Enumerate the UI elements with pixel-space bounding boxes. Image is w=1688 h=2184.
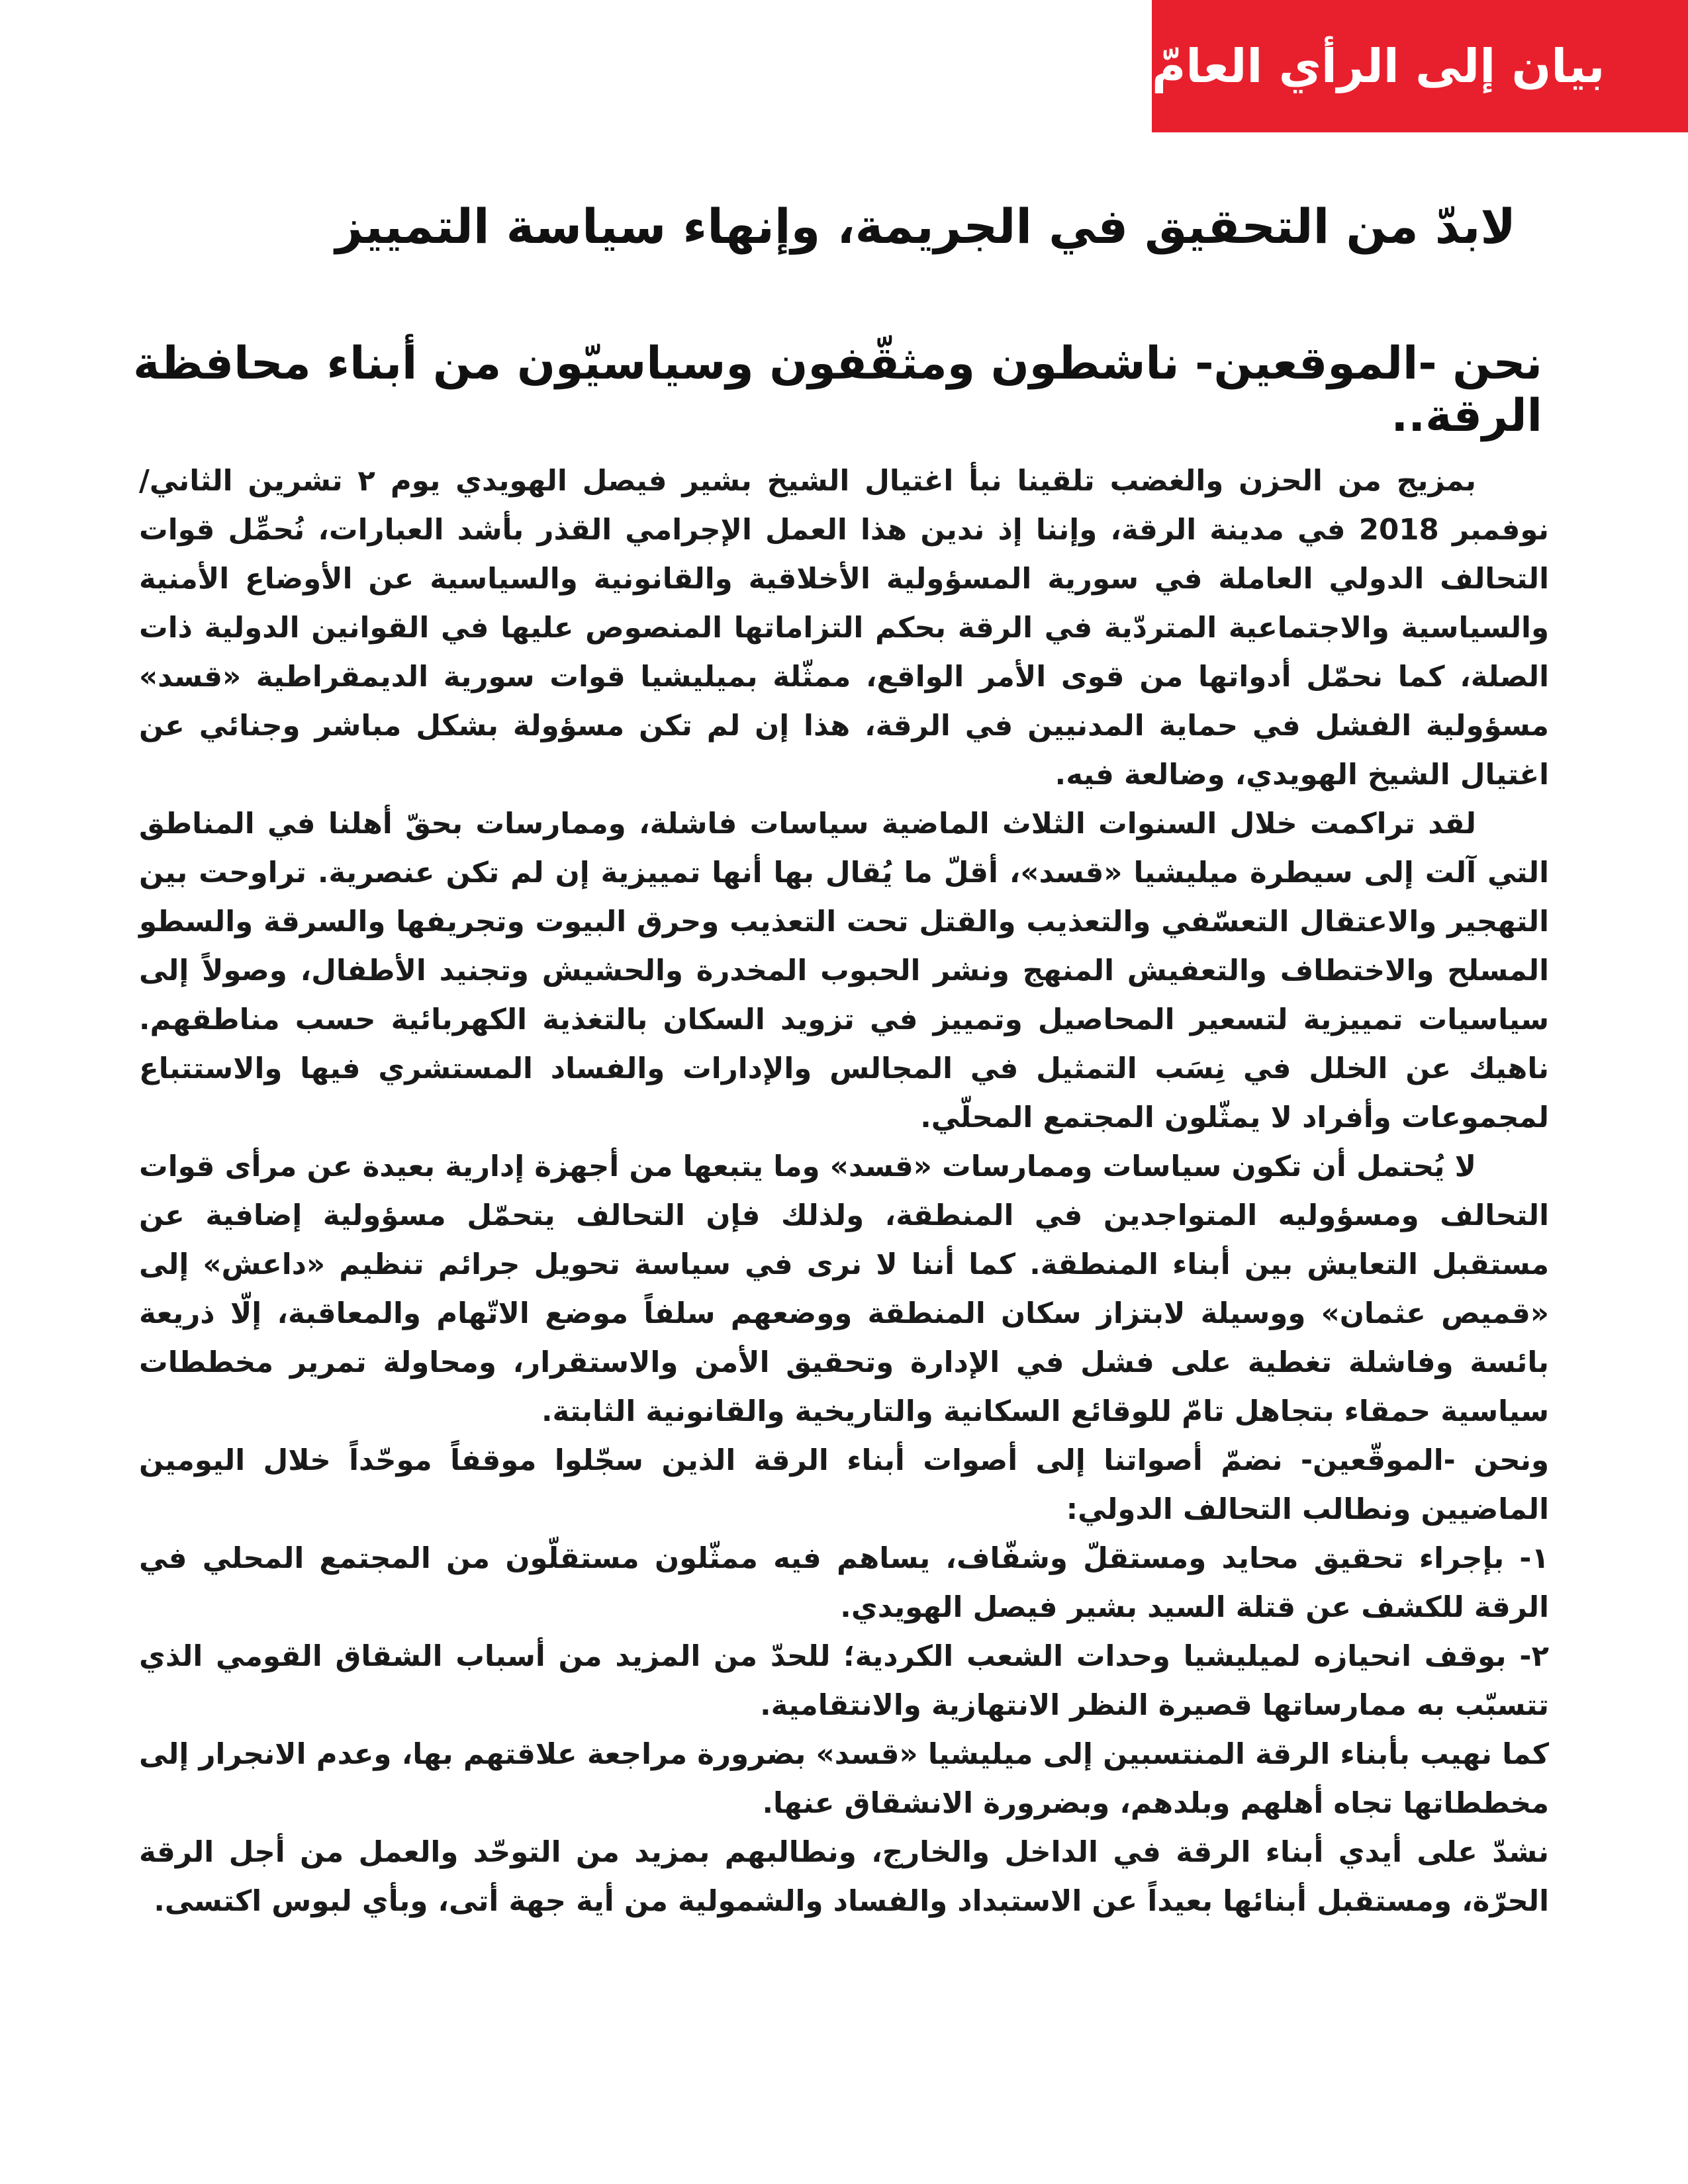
- paragraph-coalition: لا يُحتمل أن تكون سياسات وممارسات «قسد» وما يتبعها من أجهزة إدارية بعيدة عن مرأى قوات التحالف ومسؤوليه المتواجدين في المنطقة، ولذلك فإن التحالف يتحمّل مسؤولية إضافية عن مستقبل التعايش بين أبناء المنطقة. كما أننا لا نرى في سياسة تحويل جرائم تنظيم «داعش» إلى «قميص عثمان» ووسيلة لابتزاز سكان المنطقة ووضعهم سلفاً موضع الاتّهام والمعاقبة، إلّا ذريعة بائسة وفاشلة تغطية على فشل في الإدارة وتحقيق الأمن والاستقرار، ومحاولة تمرير مخططات سياسية حمقاء بتجاهل تامّ للوقائع السكانية والتاريخية والقانونية الثابتة.: [139, 1150, 1549, 1428]
- title-banner: [1152, 0, 1688, 132]
- sub-headline: نحن -الموقعين- ناشطون ومثقّفون وسياسيّون من أبناء محافظة الرقة..: [133, 338, 1542, 442]
- paragraph-demand-2: ٢- بوقف انحيازه لميليشيا وحدات الشعب الكردية؛ للحدّ من المزيد من أسباب الشقاق القومي الذي تتسبّب به ممارساتها قصيرة النظر الانتهازية والانتقامية.: [139, 1640, 1549, 1722]
- paragraph-demands-intro: ونحن -الموقّعين- نضمّ أصواتنا إلى أصوات أبناء الرقة الذين سجّلوا موقفاً موحّداً خلال اليومين الماضيين ونطالب التحالف الدولي:: [139, 1444, 1549, 1526]
- paragraph-policies: لقد تراكمت خلال السنوات الثلاث الماضية سياسات فاشلة، وممارسات بحقّ أهلنا في المناطق التي آلت إلى سيطرة ميليشيا «قسد»، أقلّ ما يُقال بها أنها تمييزية إن لم تكن عنصرية. تراوحت بين التهجير والاعتقال التعسّفي والتعذيب والقتل تحت التعذيب وحرق البيوت وتجريفها والسرقة والسطو المسلح والاختطاف والتعفيش المنهج ونشر الحبوب المخدرة والحشيش وتجنيد الأطفال، وصولاً إلى سياسيات تمييزية لتسعير المحاصيل وتمييز في تزويد السكان بالتغذية الكهربائية حسب مناطقهم. ناهيك عن الخلل في نِسَب التمثيل في المجالس والإدارات والفساد المستشري فيها والاستتباع لمجموعات وأفراد لا يمثّلون المجتمع المحلّي.: [139, 807, 1549, 1134]
- paragraph-appeal: كما نهيب بأبناء الرقة المنتسبين إلى ميليشيا «قسد» بضرورة مراجعة علاقتهم بها، وعدم الانجرار إلى مخططاتها تجاه أهلهم وبلدهم، وبضرورة الانشقاق عنها.: [139, 1738, 1549, 1820]
- paragraph-closing: نشدّ على أيدي أبناء الرقة في الداخل والخارج، ونطالبهم بمزيد من التوحّد والعمل من أجل الرقة الحرّة، ومستقبل أبنائها بعيداً عن الاستبداد والفساد والشمولية من أية جهة أتى، وبأي لبوس اكتسى.: [139, 1836, 1549, 1918]
- paragraph-demand-1: ١- بإجراء تحقيق محايد ومستقلّ وشفّاف، يساهم فيه ممثّلون مستقلّون من المجتمع المحلي في الرقة للكشف عن قتلة السيد بشير فيصل الهويدي.: [139, 1542, 1549, 1624]
- paragraph-intro: بمزيج من الحزن والغضب تلقينا نبأ اغتيال الشيخ بشير فيصل الهويدي يوم ٢ تشرين الثاني/نوفمبر 2018 في مدينة الرقة، وإننا إذ ندين هذا العمل الإجرامي القذر بأشد العبارات، نُحمِّل قوات التحالف الدولي العاملة في سورية المسؤولية الأخلاقية والقانونية والسياسية عن الأوضاع الأمنية والسياسية والاجتماعية المتردّية في الرقة بحكم التزاماتها المنصوص عليها في القوانين الدولية ذات الصلة، كما نحمّل أدواتها من قوى الأمر الواقع، ممثّلة بميليشيا قوات سورية الديمقراطية «قسد» مسؤولية الفشل في حماية المدنيين في الرقة، هذا إن لم تكن مسؤولة بشكل مباشر وجنائي عن اغتيال الشيخ الهويدي، وضالعة فيه.: [139, 465, 1550, 792]
- banner-title: بيان إلى الرأي العامّ: [1152, 39, 1605, 93]
- statement-body: [139, 457, 1549, 1926]
- main-headline: لابدّ من التحقيق في الجريمة، وإنهاء سياسة التمييز: [335, 199, 1516, 254]
